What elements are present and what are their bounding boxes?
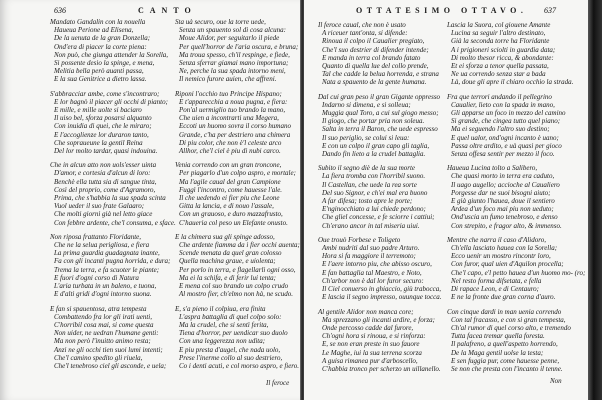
verse-line: Salta in terra il Baron, che uede espresso	[322, 125, 438, 134]
verse-line: E lascia il segno impresso, ouunque tocca.	[322, 293, 442, 302]
verse-line: De la uenuta de la gran Donzella;	[54, 34, 151, 43]
stanza	[447, 308, 585, 374]
verse-line: Non può, che giunga attender la Sorella,	[54, 50, 169, 59]
verse-line: Si possente desio la spinge, e mena,	[54, 59, 155, 68]
verse-line: Ma la crudel, che si sentì ferita,	[179, 320, 269, 329]
verse-line: Pon'al uermiglio tuo brando la mano,	[179, 106, 286, 115]
verse-line: De la Maga gentil uolse la testa;	[451, 348, 544, 357]
verse-line: Mandato Gandalin con la nouella	[50, 18, 146, 26]
verse-line: Ecco uenir un mostro rincontr loro,	[451, 252, 551, 261]
stanza	[175, 90, 300, 156]
verse-line: E fan si spauentosa, atra tempesta	[50, 304, 147, 313]
verse-line: Rinoua il colpo il Caualier pregiato,	[322, 37, 425, 46]
verse-line: Allhor, che'l ciel è piu di nubi carco.	[179, 147, 281, 156]
verse-line: D'amor, e cortesia d'alcun di loro:	[54, 169, 151, 178]
verse-line: Co i denti acuti, e col morso aspro, e fiero.	[179, 361, 300, 370]
column-right-2	[447, 21, 585, 379]
verse-line: Che'l camino spedito gli riuela,	[54, 353, 143, 362]
page-number: 636	[54, 6, 66, 15]
verse-line: Prima, che s'habbia la sua spada scinta	[54, 194, 166, 203]
running-head: CANTO	[138, 6, 197, 15]
verse-line: Al mostro fier, ch'elmo non hà, ne scudo.	[179, 290, 294, 299]
verse-line: Ma sprezzano gli incanti ardire, e forza;	[322, 315, 435, 324]
verse-line: Ma l'agile caual del gran Campione	[179, 177, 281, 186]
verse-line: E d'alti gridi d'ogni intorno suona.	[54, 290, 152, 299]
verse-line: Così del proprio, come d'Agramoro,	[54, 185, 156, 194]
verse-line: Nata a spauento de la gente humana.	[322, 78, 427, 87]
verse-line: Porgesse dar ne suoi bisogni aiuto;	[451, 188, 551, 197]
verse-line: Subito il segno diè de la sua morte	[318, 164, 416, 173]
verse-line: C'haueria col peso un Elefante onusto.	[179, 218, 288, 227]
verse-line: Il Castellan, che uede la rea sorte	[322, 180, 417, 189]
verse-line: Di rapace Leon, e di Centauro;	[451, 285, 540, 294]
verse-line: E l'accoglienze lor duraron tanto,	[54, 130, 149, 139]
verse-line: Per piagarlo d'un colpo aspro, e mortale;	[179, 169, 296, 178]
verse-line: L'aspra battaglia di quel colpo solo:	[179, 312, 282, 321]
verse-line: Dal cui gran peso il gran Gigante oppresso	[318, 92, 441, 101]
page-number: 637	[544, 6, 556, 15]
verse-line: Lascia la Suora, col giouene Amante	[447, 21, 551, 29]
verse-line: A riceuer tant'onta, si difende:	[322, 29, 408, 38]
stanza	[50, 90, 176, 156]
verse-line: Ma non però l'inuitto animo resta;	[54, 337, 151, 346]
verse-line: Ch'al rumor di quel corso alto, e tremendo	[451, 323, 571, 332]
verse-line: Che ardente fiamma da i fier occhi auenta;	[179, 241, 300, 250]
verse-line: Che ne la selua perigliosa, e fiera	[54, 241, 150, 250]
verse-line: Il feroce caual, che non è usato	[318, 21, 406, 29]
verse-line: Con strepito, e fragor alto, & immenso.	[451, 221, 562, 230]
verse-line: E già giunto l'hauea, doue il sentiero	[451, 197, 555, 206]
verse-line: Non uider, ne uedran l'humane genti:	[54, 329, 159, 338]
verse-line: Grande, c'ha per destriero una chimera	[179, 130, 291, 139]
verse-line: Passa oltre ardito, e uà quasi per gioco	[451, 141, 562, 150]
stanza	[50, 233, 176, 299]
verse-line: Il nemico furore auien, che affreni.	[179, 75, 277, 84]
stanza	[447, 21, 585, 87]
verse-line: Che in alcun atto non uols'esser uinta	[50, 161, 157, 170]
stanza	[318, 308, 442, 374]
verse-line: E fan battaglia tal Maestro, e Noto,	[322, 268, 422, 277]
verse-line: Di molto thesor ricca, & abondante:	[451, 53, 554, 62]
stanza	[447, 236, 585, 302]
stanza	[175, 161, 300, 227]
verse-line: L'aria turbata in un baleno, e tuona,	[54, 282, 157, 291]
verse-line: Con tal fracasso, e con si gran tempesta,	[451, 315, 566, 324]
verse-line: Venia correndo con un gran troncone,	[175, 161, 282, 170]
verse-line: Trema la terra, e fa scuoter le piante;	[54, 265, 160, 274]
column-right-1	[318, 21, 442, 379]
stanza	[447, 164, 585, 230]
verse-line: A i prigioneri sciolti in guardia data;	[451, 45, 556, 54]
verse-line: A far difesa; tosto apre le porte;	[322, 197, 413, 206]
running-head: OTTATESIMO OTTAVO.	[356, 6, 528, 15]
verse-line: Scende menata da quel gran colosso	[179, 249, 282, 258]
verse-line: Gitta la lancia, e di nouo l'assale,	[179, 202, 274, 211]
verse-line: Il Ciel conuerso in ghiaccio, giù trabocca,	[322, 285, 441, 294]
verse-line: Che'l tenebroso ciel gli asconde, e uela;	[54, 361, 167, 370]
verse-line: Del lor molto tardar, quasi indouina.	[54, 147, 158, 156]
verse-line: Ma troua spesso, ch'il respinge, e fiede,	[179, 50, 290, 59]
verse-line: Onde percosso cadde dal furore,	[322, 323, 414, 332]
verse-line: E piu presta d'augel, che nada uolo,	[179, 345, 281, 354]
stanza	[50, 305, 176, 371]
verse-line: E fuori d'ogni corso di Natura	[54, 273, 139, 282]
column-left-2	[175, 18, 300, 376]
stanza	[175, 233, 300, 299]
verse-line: Con una leggerezza non udita;	[179, 337, 266, 346]
stanza	[318, 21, 442, 87]
verse-line: E l'aere intorno piu, che abisso oscuro,	[322, 260, 432, 269]
verse-line: Non riposa frattanto Floridante,	[50, 232, 142, 241]
verse-line: Per porlo in terra, e flagellarli ogni osso,	[179, 265, 296, 274]
verse-line: Indarno si dimena, e si solleua;	[322, 100, 411, 109]
verse-line: Nel resto forma difsetata, e fella	[451, 276, 542, 285]
verse-line: Il uiso bel, sforza posarsi alquanto	[54, 114, 152, 123]
verse-line: Tutta facea tremar quella foresta.	[451, 332, 545, 341]
verse-line: Il che uedendo ei fier piu che Leone	[179, 194, 280, 203]
verse-line: Tiena d'horror, per uendicar suo duolo	[179, 329, 288, 338]
verse-line: Caualier, lieto con la spada in mano,	[451, 100, 555, 109]
verse-line: Melitia bella però auanti passa,	[54, 67, 144, 76]
verse-line: Eccoti un huomo sovra il corso humano	[179, 122, 291, 131]
verse-line: Sta uà securo, oue la torre uede,	[175, 18, 266, 26]
verse-line: Che molti giorni già nel letto giace	[54, 210, 153, 219]
verse-line: La prima guardia guadagnata inante,	[54, 249, 160, 258]
verse-line: E lor bagnò il piacer gli occhi di pianto;	[54, 97, 168, 106]
right-page	[304, 0, 590, 400]
column-left-1	[50, 18, 176, 376]
verse-line: Con un grauoso, e duro mazzafrusto,	[179, 210, 283, 219]
verse-line: Ch'ogni hora si rinoua, e si rinforza:	[322, 332, 426, 341]
verse-line: Il giogo, che portar pria non soleua.	[322, 117, 425, 126]
verse-line: Già la seconda torre ha Floridante	[451, 37, 550, 46]
verse-line: Tal che cadde la belua horrenda, e strana	[322, 70, 439, 79]
verse-line: S'abbracciar ambe, come s'incontraro;	[50, 89, 160, 98]
stanza	[50, 161, 176, 227]
verse-line: Che uien a incontrarti una Megera,	[179, 114, 279, 123]
verse-line: Riponi l'occhio tuo Principe Hispano;	[175, 89, 282, 98]
verse-line: Al gentile Alidor non manca core;	[318, 307, 414, 316]
verse-line: Che'l capo, e'l petto hauea d'un huomo mo- (ro;	[451, 268, 586, 277]
verse-line: La fiera tromba con l'horribil suono.	[322, 172, 426, 181]
verse-line: Il suo periglio, se colui si leua:	[322, 133, 410, 142]
verse-line: Ond'era di piacer la corte piena:	[54, 42, 147, 51]
verse-line: Benchè ella tutta sia di sangue tinta,	[54, 177, 157, 186]
stanza	[318, 93, 442, 159]
stanza	[318, 164, 442, 230]
verse-line: Con cinque dardi in man uenia correndo	[447, 307, 562, 316]
verse-line: Muggia qual Toro, a cui sul giogo messo;	[322, 109, 439, 118]
verse-line: Et ei sforza a tenor quella passata,	[451, 62, 549, 71]
verse-line: Ma ei la schifa, e di ferir lui tenta;	[179, 273, 277, 282]
verse-line: Si grande, che cingea tutto quel piano;	[451, 117, 561, 126]
catchword: Il feroce	[266, 379, 290, 387]
verse-line: Le Maghe, iui la sua terrena scorza	[322, 348, 422, 357]
verse-line: Con febbre ardente, che'l consuma, e sface.	[54, 218, 176, 227]
stanza	[447, 93, 585, 159]
verse-line: Senza un spauento sol di cosa alcuna:	[179, 26, 286, 35]
stanza	[175, 18, 300, 84]
verse-line: E, se non eran preste in suo fauore	[322, 340, 420, 349]
verse-line: Senza sferrar giamai mano importuna;	[179, 59, 289, 68]
verse-line: C'horribil cosa mai, si come questa	[54, 320, 154, 329]
verse-line: Se non che presta con l'incanto il tenne.	[451, 364, 563, 373]
verse-line: Ch'ella lasciato hauea con la Sorella;	[451, 244, 558, 253]
verse-line: Che sopraueune la gentil Reina	[54, 138, 143, 147]
verse-line: Ma ei seguendo l'altro suo destino;	[451, 125, 550, 134]
verse-line: Ch'arbor non è dal lor furor securo:	[322, 276, 424, 285]
verse-line: Vuol ueder il suo frate Galaaro;	[54, 202, 145, 211]
verse-line: Di piu color, che non è'l celeste arco	[179, 138, 282, 147]
verse-line: Hora si fa maggiore il terremoto;	[322, 252, 416, 261]
stanza	[318, 236, 442, 302]
verse-line: Fuggì l'incontro, come hauesse l'ale.	[179, 185, 283, 194]
stanza	[50, 18, 176, 84]
verse-line: Quanto di quella lue del collo prende,	[322, 62, 429, 71]
verse-line: Che'l suo destrier di difender intende;	[322, 45, 429, 54]
verse-line: Haueua Perione ad Elisena,	[54, 26, 134, 35]
verse-line: Oue trouò Forbese e Toligeto	[318, 235, 401, 244]
verse-line: Ond'uscia un fumo tenebroso, e denso	[451, 213, 558, 222]
verse-line: Quella machina graue, e uiolenta;	[179, 257, 276, 266]
verse-line: Ne, perche la sua spada intorno meni,	[179, 67, 286, 76]
verse-line: E mena col suo brando un colpo crudo	[179, 282, 289, 291]
verse-line: Là, doue gli apre il chiaro occhio la strada.	[451, 78, 574, 87]
verse-line: E'nginocchiato a lui chiede perdono;	[322, 205, 426, 214]
verse-line: Fra que terrori andando il pellegrino	[447, 92, 552, 101]
verse-line: Anzi ne gli occhi tien suoi lumi intenti;	[54, 345, 163, 354]
verse-line: Moue Alidor, per seguitarlo il piede	[179, 34, 280, 43]
verse-line: Ardea d'un foco mai piu non ueduto;	[451, 205, 554, 214]
verse-line: Haueua Lucina tolto a Salibero,	[447, 164, 538, 173]
verse-line: Con inuidia di quei, che le miraro;	[54, 122, 152, 131]
verse-line: E sen fuggia pur, come hauesse penne,	[451, 356, 560, 365]
verse-line: Ne ua correndo senza star a bada	[451, 70, 546, 79]
verse-line: Gli apparse un foco in mezzo del camino	[451, 109, 566, 118]
verse-line: Il palafreno, a quell'aspetto horrendo,	[451, 340, 558, 349]
verse-line: Lucina sa seguir l'altro destinato,	[451, 29, 546, 38]
catchword: Non	[550, 377, 562, 385]
verse-line: Senza offesa sentir per mezzo il foco.	[451, 150, 555, 159]
verse-line: E manda in terra col brando fatato	[322, 53, 421, 62]
verse-line: Combattendo fra lor gli irati uenti,	[54, 312, 153, 321]
verse-line: Che gliel concesse, e fe sciorre i cattiui;	[322, 213, 435, 222]
page-edge	[588, 0, 602, 400]
verse-line: Per quell'horror de l'aria oscura, e bruna;	[179, 42, 299, 51]
stanza	[175, 305, 300, 371]
verse-line: Che quasi morto in terra era caduto,	[451, 172, 555, 181]
verse-line: Il uago augello; accioche al Caualiero	[451, 180, 560, 189]
verse-line: Mentre che narra il caso d'Alidoro,	[447, 235, 546, 244]
verse-line: Del suo Signor, e ch'ei mal era buono	[322, 188, 428, 197]
verse-line: E t'apparecchia a noua pugna, e fiera:	[179, 97, 288, 106]
verse-line: Fa con gli incanti pugna horrida, e dura;	[54, 257, 171, 266]
verse-line: Ambi nudriti dal suo padre Arturo.	[322, 244, 420, 253]
verse-line: E, s'a pieno il colpiua, era finita	[175, 304, 266, 313]
verse-line: E ne la fronte due gran corna d'auro.	[451, 293, 556, 302]
verse-line: Dando fin lieto a la crudel battaglia.	[322, 150, 426, 159]
verse-line: E quel ualor, ond'ogni incanto è uano;	[451, 133, 559, 142]
verse-line: Prese l'inerme collo al suo destriero,	[179, 353, 283, 362]
verse-line: A guisa rimanea pur d'arboscello,	[322, 356, 418, 365]
verse-line: E la chimera sua gli spinge adosso,	[175, 232, 275, 241]
verse-line: Con furor, qual uien d'Aquilon procella;	[451, 260, 564, 269]
verse-line: C'habbia tronco per scherzo un uillanello.	[322, 364, 441, 373]
verse-line: E la sua Genitrice a dietro lassa.	[54, 75, 147, 84]
verse-line: E mille, e mille uolte si baciaro	[54, 106, 142, 115]
verse-line: E con un colpo il gran capo gli taglia,	[322, 141, 430, 150]
verse-line: Ch'erano ancor in tal miseria uiui.	[322, 221, 420, 230]
